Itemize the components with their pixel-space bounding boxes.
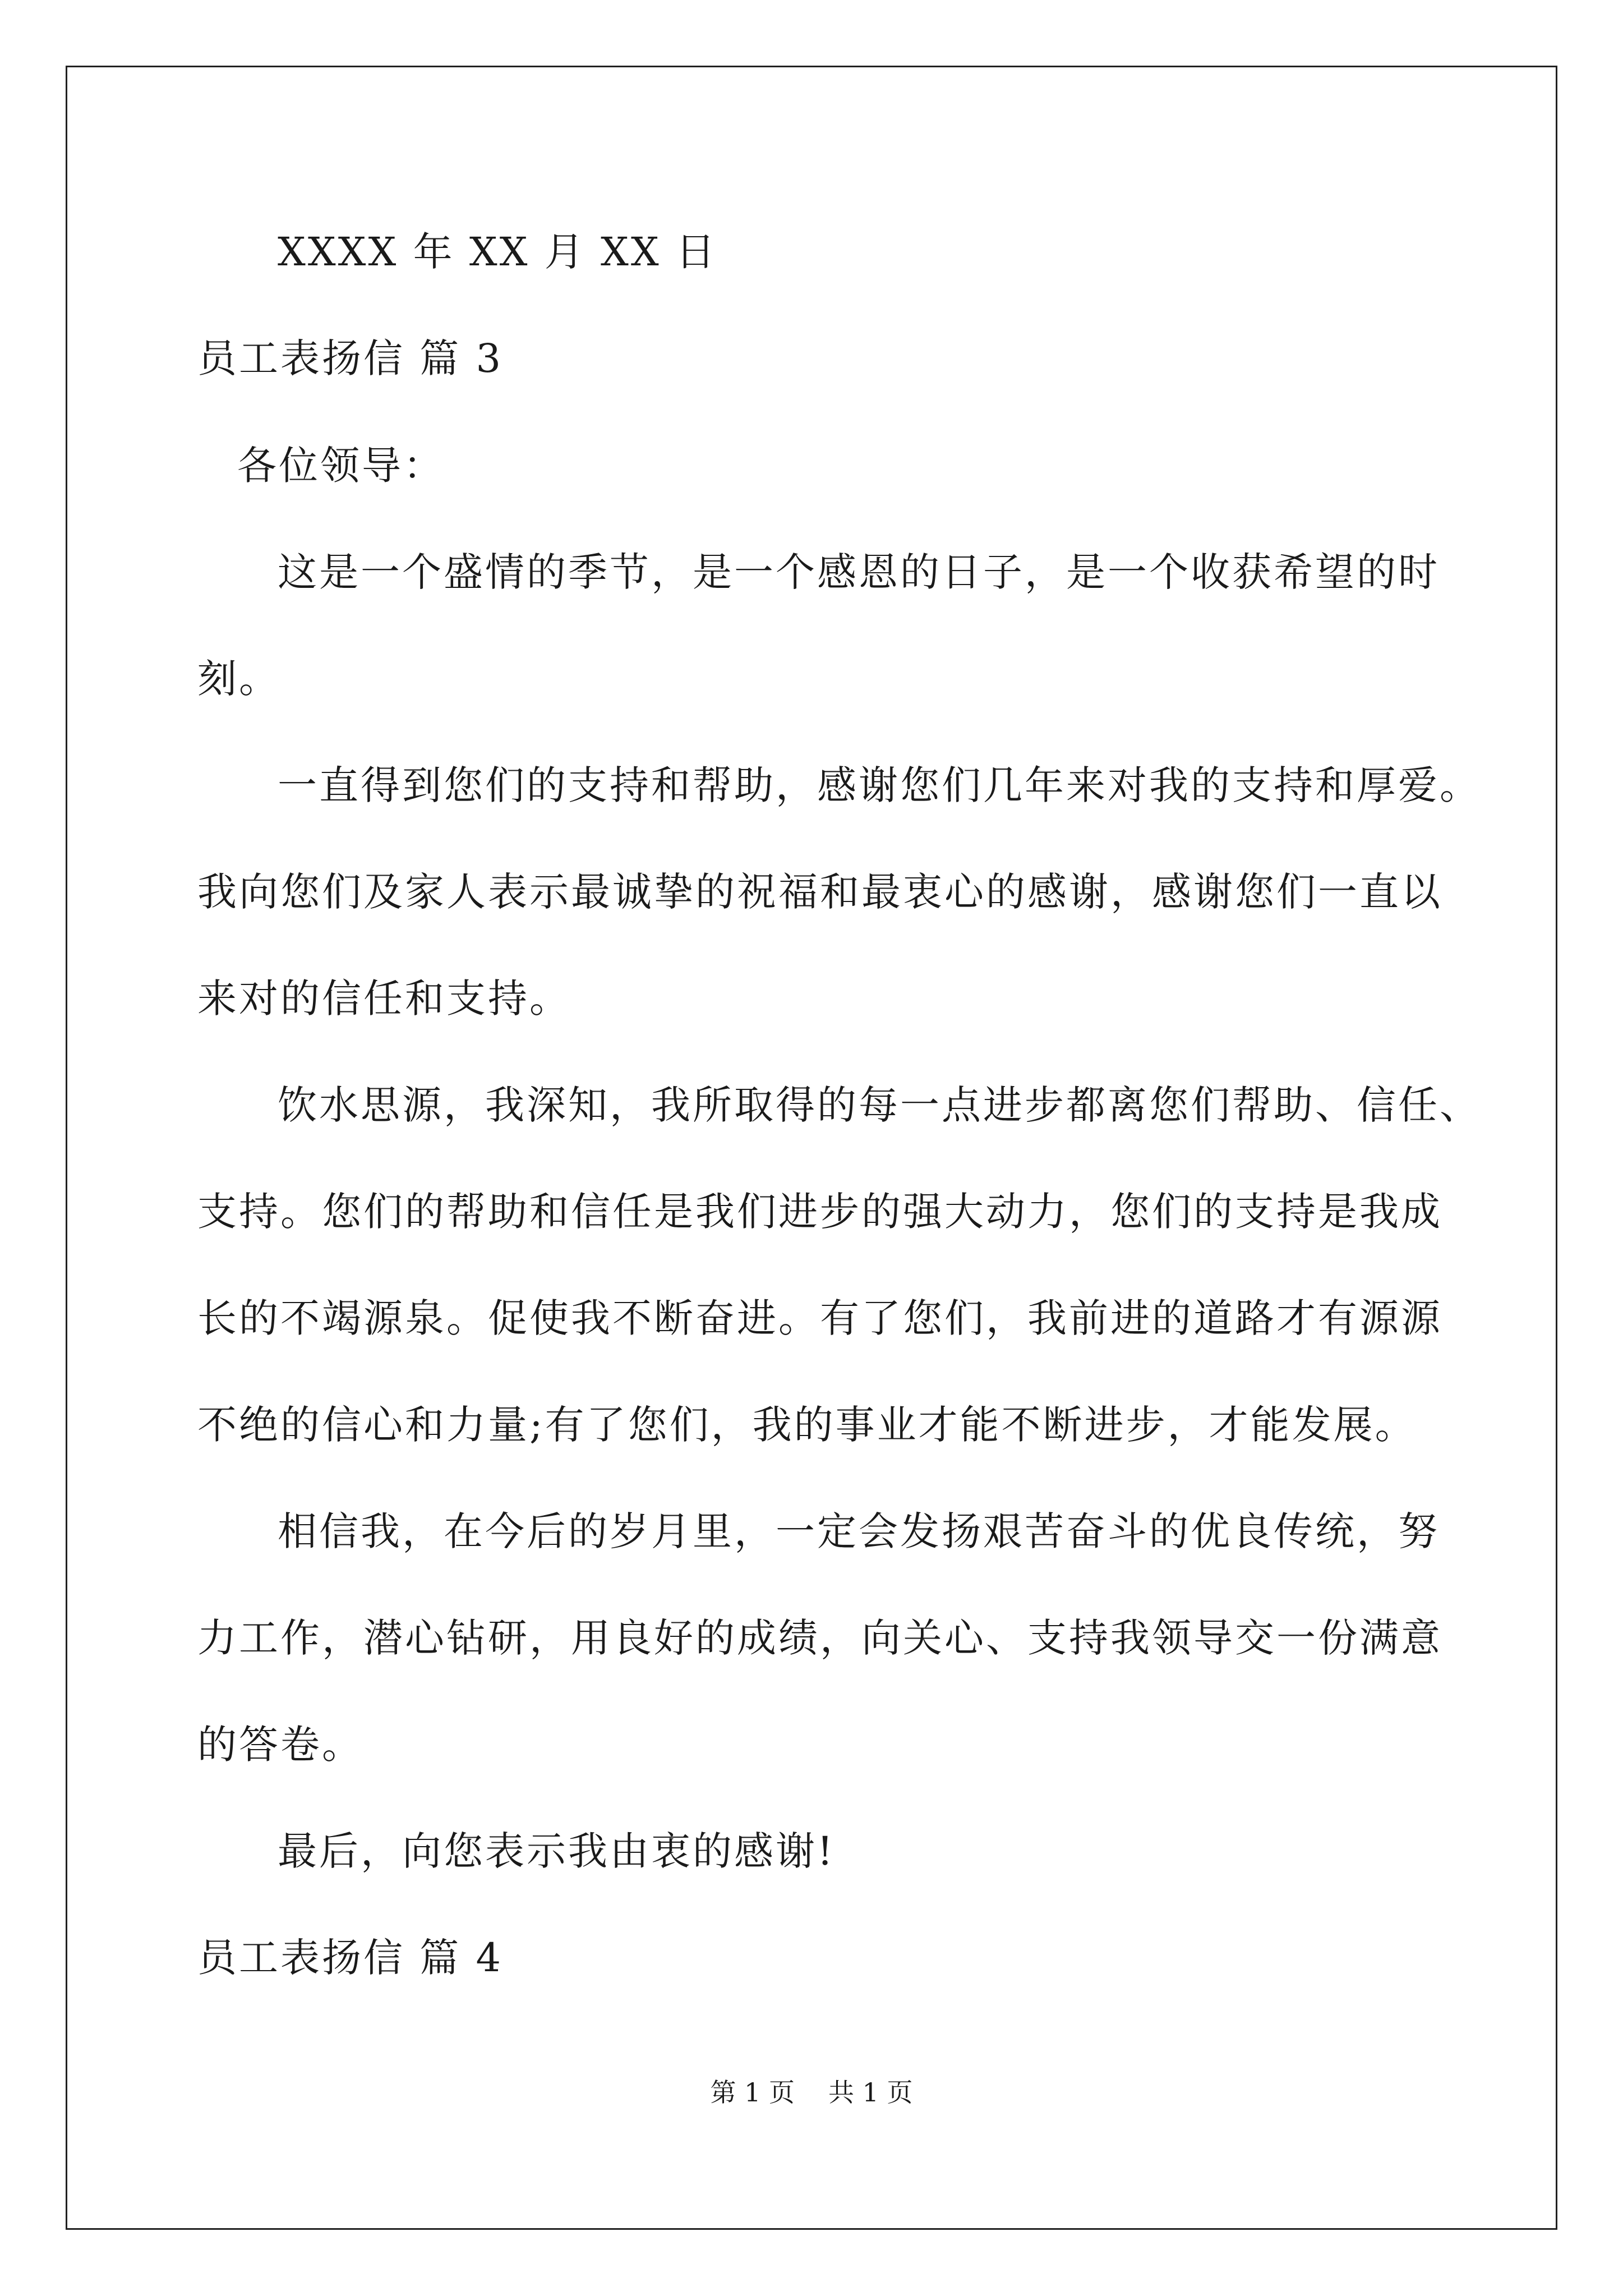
section-title-4: 员工表扬信 篇 4: [197, 1935, 504, 1981]
paragraph-line: 相信我，在今后的岁月里，一定会发扬艰苦奋斗的优良传统，努: [278, 1508, 1440, 1554]
paragraph-line: 最后，向您表示我由衷的感谢!: [278, 1828, 836, 1874]
paragraph-line: 我向您们及家人表示最诚挚的祝福和最衷心的感谢，感谢您们一直以: [197, 869, 1442, 915]
paragraph-line: 支持。您们的帮助和信任是我们进步的强大动力，您们的支持是我成: [197, 1189, 1442, 1235]
paragraph-line: 长的不竭源泉。促使我不断奋进。有了您们，我前进的道路才有源源: [197, 1295, 1442, 1341]
paragraph-line: 饮水思源，我深知，我所取得的每一点进步都离您们帮助、信任、: [278, 1082, 1481, 1128]
section-title-3: 员工表扬信 篇 3: [197, 335, 504, 381]
paragraph-line: 力工作，潜心钻研，用良好的成绩，向关心、支持我领导交一份满意: [197, 1615, 1442, 1661]
page-footer: [0, 2076, 1623, 2109]
paragraph-line: 来对的信任和支持。: [197, 976, 571, 1022]
date-line: XXXX 年 XX 月 XX 日: [278, 229, 717, 275]
paragraph-line: 一直得到您们的支持和帮助，感谢您们几年来对我的支持和厚爱。: [278, 762, 1481, 808]
paragraph-line: 的答卷。: [197, 1722, 363, 1768]
page-total: 共 1 页: [828, 2077, 913, 2108]
page-border: [66, 66, 1557, 2230]
paragraph-line: 刻。: [197, 656, 280, 702]
paragraph-line: 这是一个盛情的季节，是一个感恩的日子，是一个收获希望的时: [278, 549, 1440, 595]
paragraph-line: 不绝的信心和力量;有了您们，我的事业才能不断进步，才能发展。: [197, 1402, 1417, 1448]
salutation: 各位领导：: [237, 443, 445, 489]
page-number: 第 1 页: [710, 2077, 795, 2108]
